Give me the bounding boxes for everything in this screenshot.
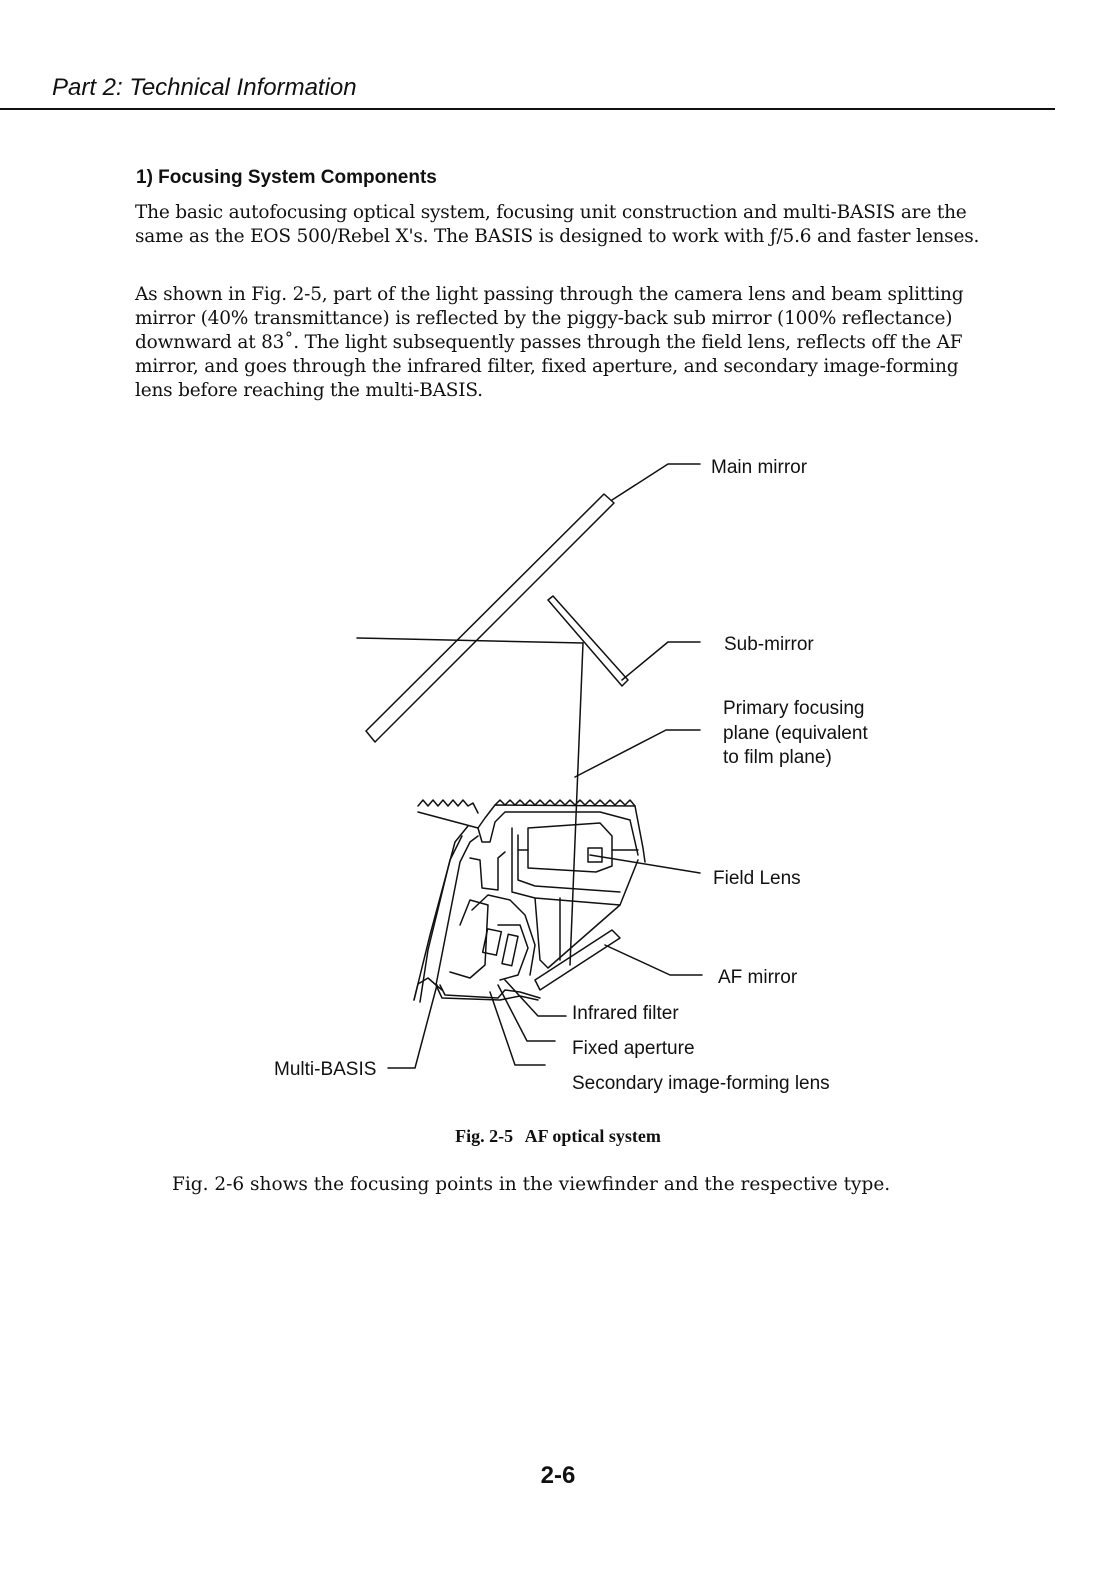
- label-main-mirror: Main mirror: [711, 457, 808, 478]
- section-heading: 1) Focusing System Components: [136, 167, 437, 188]
- figure-caption-number: Fig. 2-5: [455, 1126, 514, 1146]
- figure-caption-title: AF optical system: [524, 1126, 661, 1146]
- leader-multi-basis: [388, 985, 437, 1068]
- page-header-title: Part 2: Technical Information: [52, 74, 357, 101]
- leader-primary-plane: [575, 730, 700, 777]
- figure-caption: [0, 1126, 1116, 1147]
- label-primary-plane-1: Primary focusing: [723, 698, 865, 719]
- leader-sub-mirror: [622, 642, 700, 680]
- af-module-body: [414, 800, 645, 1002]
- label-af-mirror: AF mirror: [718, 967, 798, 988]
- label-field-lens: Field Lens: [713, 868, 801, 889]
- leader-secondary-lens: [490, 992, 545, 1065]
- paragraph-light-path: As shown in Fig. 2-5, part of the light passing through the camera lens and beam splitting mirror (40% transmittance) is reflected by the piggy-back sub mirror (100% reflectance) downward at 83˚. The light subsequently passes through the field lens, reflects off the AF mirror, and goes through the infrared filter, fixed aperture, and secondary image-forming lens before reaching the multi-BASIS.: [135, 284, 964, 401]
- sub-mirror-shape: [548, 596, 628, 686]
- label-primary-plane-3: to film plane): [723, 747, 832, 768]
- label-sub-mirror: Sub-mirror: [724, 634, 814, 655]
- paragraph-intro: The basic autofocusing optical system, focusing unit construction and multi-BASIS are the same as the EOS 500/Rebel X's. The BASIS is designed to work with ƒ/5.6 and faster lenses.: [135, 202, 980, 247]
- main-mirror-shape: [366, 494, 614, 742]
- label-fixed-aperture: Fixed aperture: [572, 1038, 695, 1059]
- leader-af-mirror: [605, 945, 702, 975]
- label-secondary-lens: Secondary image-forming lens: [572, 1073, 830, 1094]
- incoming-light-ray: [357, 638, 583, 643]
- leader-main-mirror: [612, 464, 700, 500]
- page-number: 2-6: [540, 1462, 576, 1489]
- label-primary-plane-2: plane (equivalent: [723, 723, 868, 744]
- label-multi-basis: Multi-BASIS: [274, 1059, 377, 1080]
- leader-infrared-filter: [505, 980, 566, 1016]
- label-infrared-filter: Infrared filter: [572, 1003, 679, 1024]
- paragraph-fig-2-6: Fig. 2-6 shows the focusing points in the viewfinder and the respective type.: [172, 1174, 891, 1195]
